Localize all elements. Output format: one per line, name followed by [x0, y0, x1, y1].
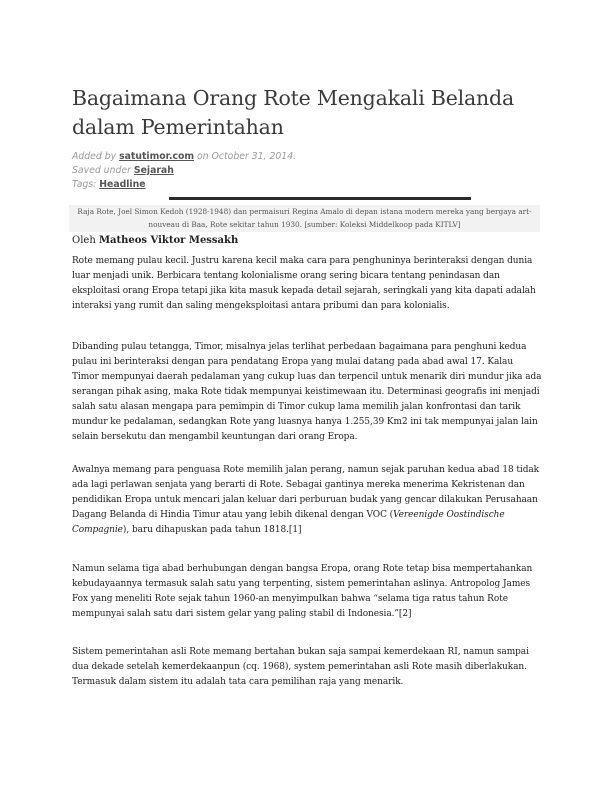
- voc-full-name: Vereenigde Oostindische Compagnie: [72, 510, 505, 535]
- paragraph-5: Sistem pemerintahan asli Rote memang bertahan bukan saja sampai kemerdekaan RI, namun sampai dua dekade setelah kemerdekaanpun (cq. 1968), system pemerintahan asli Rote masih diberlakukan. Termasuk dalam sistem itu adalah tata cara pemilihan raja yang menarik.: [72, 647, 529, 687]
- tags-line: [72, 178, 472, 192]
- added-by-line: [72, 150, 472, 164]
- added-by-prefix: Added by: [72, 151, 120, 162]
- saved-under-prefix: Saved under: [72, 165, 134, 176]
- paragraph-1: Rote memang pulau kecil. Justru karena kecil maka cara para penghuninya berinteraksi dengan dunia luar menjadi unik. Berbicara tentang kolonialisme orang sering bicara tentang penindasan dan eksploitasi orang Eropa tetapi jika kita masuk kepada detail sejarah, seringkali yang kita dapati adalah interaksi yang rumit dan saling mengeksploitasi antara pribumi dan para kolonialis.: [72, 256, 536, 311]
- paragraph-4: Namun selama tiga abad berhubungan dengan bangsa Eropa, orang Rote tetap bisa mempertahankan kebudayaannya termasuk salah satu yang terpenting, sistem pemerintahan aslinya. Antropolog James Fox yang meneliti Rote sejak tahun 1960-an menyimpulkan bahwa “selama tiga ratus tahun Rote mempunyai salah satu dari sistem gelar yang paling stabil di Indonesia.”[2]: [72, 564, 533, 619]
- author-site-link[interactable]: satutimor.com: [119, 151, 195, 162]
- author-name: Matheos Viktor Messakh: [98, 235, 239, 246]
- photo-caption: Raja Rote, Joel Simon Kedoh (1928-1948) dan permaisuri Regina Amalo di depan istana modern mereka yang bergaya art-nouveau di Baa, Rote sekitar tahun 1930. [sumber: Koleksi Middelkoop pada KITLV]: [69, 205, 540, 232]
- article-title: Bagaimana Orang Rote Mengakali Belanda dalam Pemerintahan: [72, 86, 514, 139]
- article-photo: [169, 197, 471, 200]
- tags-prefix: Tags:: [72, 179, 100, 190]
- tag-link[interactable]: Headline: [99, 179, 146, 190]
- author-byline: [72, 234, 542, 248]
- added-date: on October 31, 2014.: [194, 151, 297, 162]
- paragraph-3-text-b: ), baru dihapuskan pada tahun 1818.[1]: [122, 525, 302, 535]
- paragraph-3-text-a: Awalnya memang para penguasa Rote memilih jalan perang, namun sejak paruhan kedua abad 18 tidak ada lagi perlawan senjata yang berarti di Rote. Sebagai gantinya mereka menerima Kekristenan dan pendidikan Eropa untuk mencari jalan keluar dari perburuan budak yang gencar dilakukan Perusahaan Dagang Belanda di Hindia Timur atau yang lebih dikenal dengan VOC (: [72, 465, 540, 520]
- saved-under-line: [72, 164, 472, 178]
- category-link[interactable]: Sejarah: [133, 165, 174, 176]
- paragraph-2: Dibanding pulau tetangga, Timor, misalnya jelas terlihat perbedaan bagaimana para penghuni kedua pulau ini berinteraksi dengan para pendatang Eropa yang mulai datang pada abad awal 17. Kalau Timor mempunyai daerah pedalaman yang cukup luas dan terpencil untuk menarik diri mundur jika ada serangan pihak asing, maka Rote tidak mempunyai keistimewaan itu. Determinasi geografis ini menjadi salah satu alasan mengapa para pemimpin di Timor cukup lama memilih jalan konfrontasi dan tarik mundur ke pedalaman, sedangkan Rote yang luasnya hanya 1.255,39 Km2 ini tak mempunyai jalan lain selain bersekutu dan mengambil keuntungan dari orang Eropa.: [72, 342, 542, 442]
- author-prefix: Oleh: [72, 235, 99, 246]
- paragraph-3: [72, 463, 542, 538]
